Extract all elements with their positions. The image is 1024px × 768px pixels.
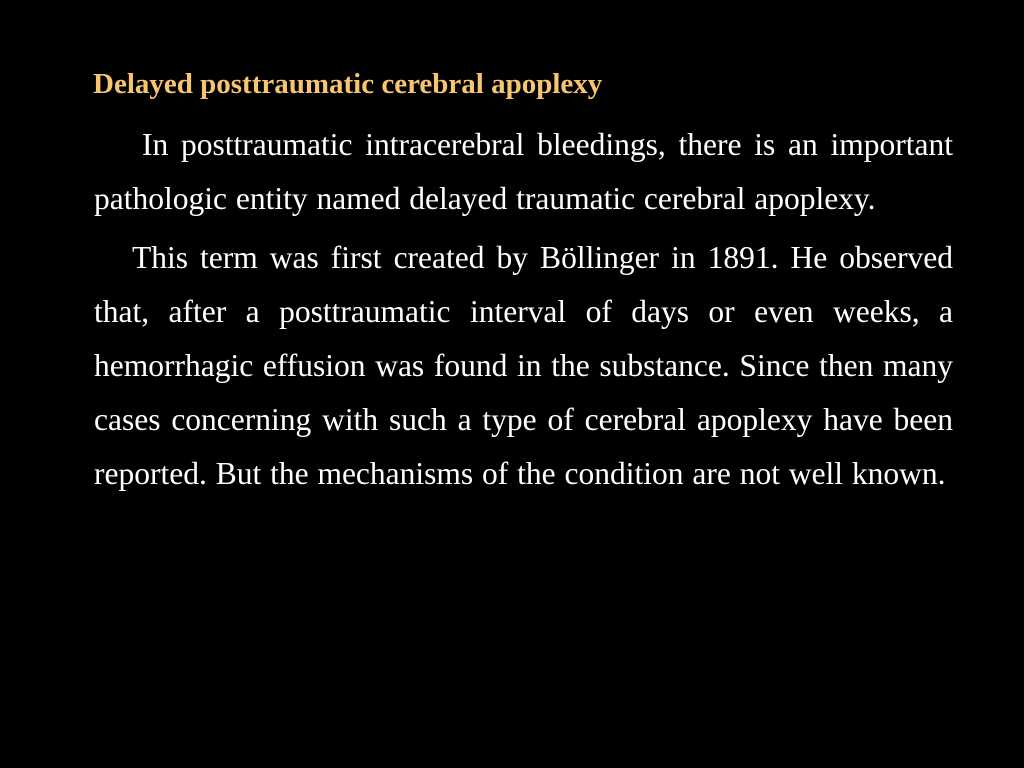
- body-paragraph-2: This term was first created by Böllinger in 1891. He observed that, after a posttraumatic interval of days or even weeks, a hemorrhagic effusion was found in the substance. Since then many cases concerning with such a type of cerebral apoplexy have been reported. But the mechanisms of the condition are not well known.: [94, 240, 953, 491]
- slide-title: Delayed posttraumatic cerebral apoplexy: [93, 68, 603, 100]
- body-paragraph-1: In posttraumatic intracerebral bleedings, there is an important pathologic entity named delayed traumatic cerebral apoplexy.: [94, 127, 953, 216]
- slide-body: [94, 118, 953, 501]
